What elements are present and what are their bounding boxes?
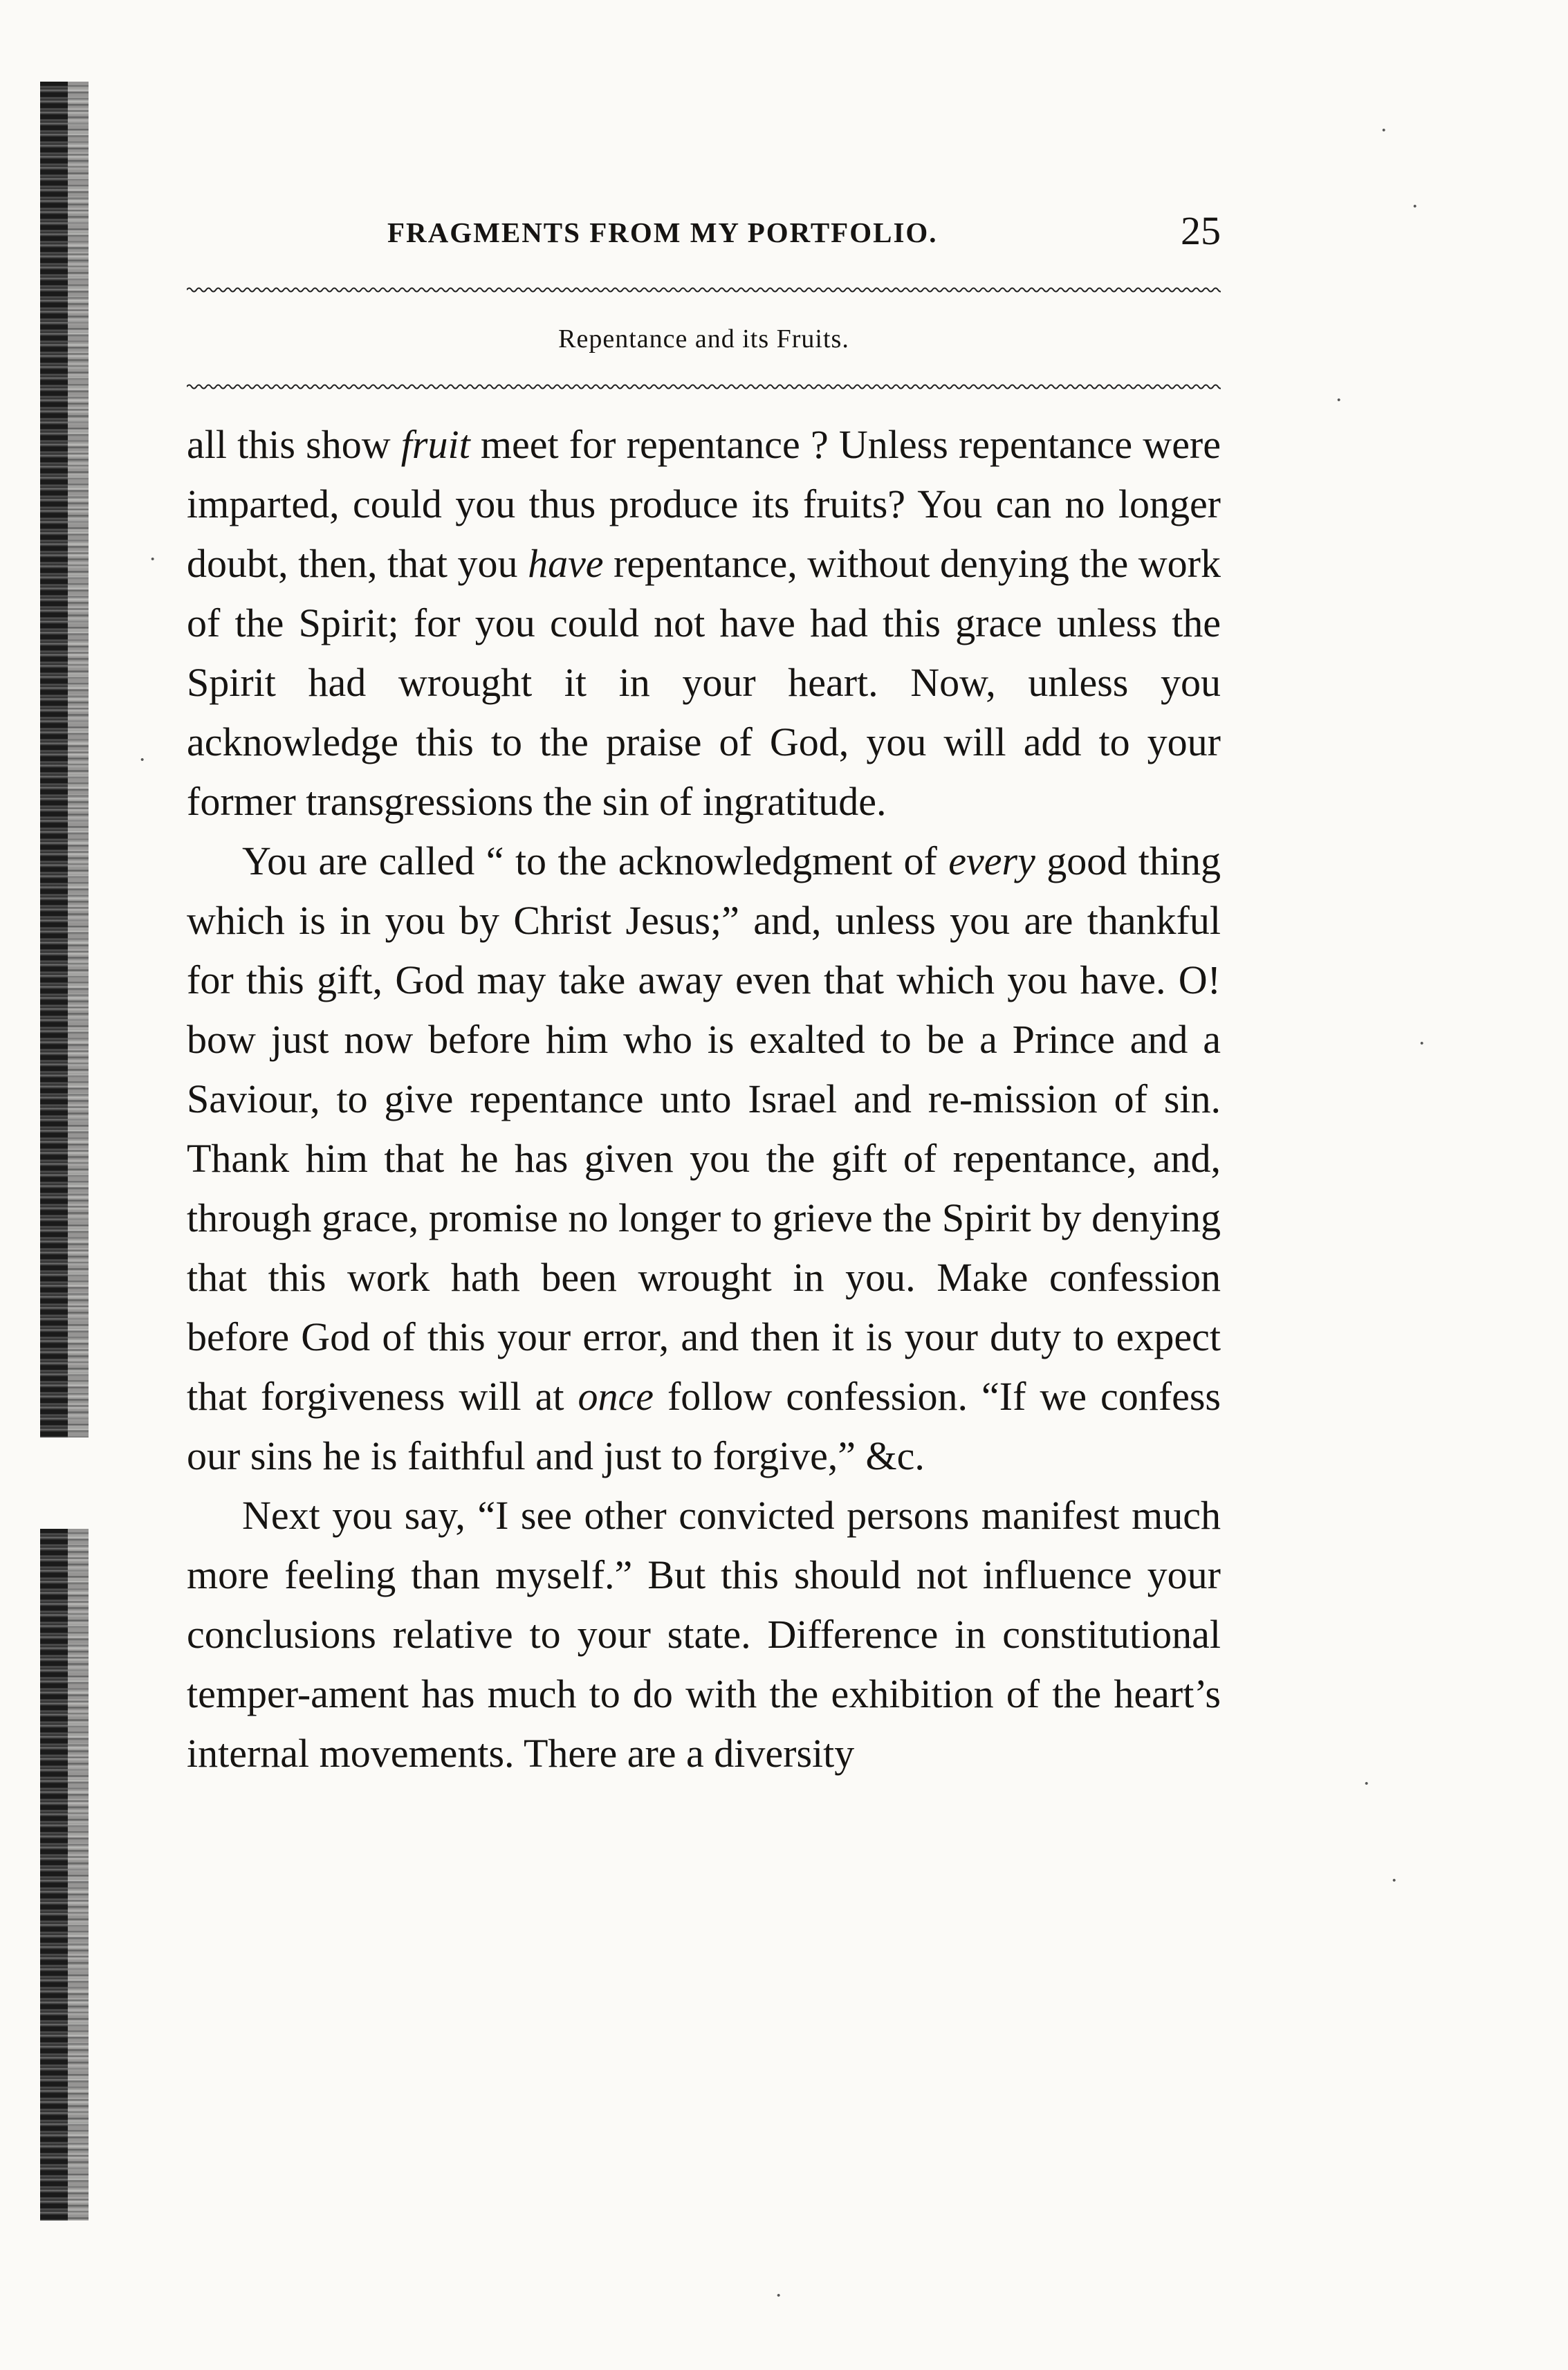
paragraph bbox=[187, 832, 1221, 1486]
paragraph bbox=[187, 1486, 1221, 1783]
wavy-rule-top bbox=[187, 285, 1221, 295]
text-run: good thing which is in you by Christ Jesus;” and, unless you are thankful for this gift, God may take away even that which you have. O! bow just now before him who is exalted to be a Prince and a Saviour, to give repentance unto Israel and re-mission of sin. Thank him that he has given you the gift of repentance, and, through grace, promise no longer to grieve the Spirit by denying that this work hath been wrought in you. Make confession before God of this your error, and then it is your duty to expect that forgiveness will at bbox=[187, 838, 1221, 1419]
text-run: follow confession. “If we confess our sins he is faithful and just to forgive,” &c. bbox=[187, 1374, 1221, 1478]
italic-text: once bbox=[578, 1374, 654, 1419]
italic-text: fruit bbox=[400, 422, 470, 467]
section-title: Repentance and its Fruits. bbox=[558, 324, 849, 353]
wavy-rule-bottom bbox=[187, 382, 1221, 392]
page-number: 25 bbox=[1181, 208, 1221, 253]
italic-text: have bbox=[528, 541, 604, 586]
text-run: Next you say, “I see other convicted persons manifest much more feeling than myself.” But this should not influence your conclusions relative to your state. Difference in constitutional temper-ament has much to do with the exhibition of the heart’s internal movements. There are a diversity bbox=[187, 1493, 1221, 1776]
text-run: You are called “ to the acknowledgment of bbox=[242, 838, 949, 883]
running-title: FRAGMENTS FROM MY PORTFOLIO. bbox=[387, 217, 938, 248]
italic-text: every bbox=[948, 838, 1035, 883]
body-text bbox=[187, 415, 1221, 1783]
binding-edge-top bbox=[40, 82, 89, 1437]
paragraph bbox=[187, 415, 1221, 832]
text-run: all this show bbox=[187, 422, 401, 467]
text-run: repentance, without denying the work of the Spirit; for you could not have had this grace unless the Spirit had wrought it in your heart. Now, unless you acknowledge this to the praise of God, you will add to your former transgressions the sin of ingratitude. bbox=[187, 541, 1221, 824]
text-run: meet for repentance ? Unless repentance were imparted, could you thus produce its fruits? You can no longer doubt, then, that you bbox=[187, 422, 1221, 586]
binding-edge-bottom bbox=[40, 1529, 89, 2221]
running-head bbox=[187, 208, 1221, 263]
